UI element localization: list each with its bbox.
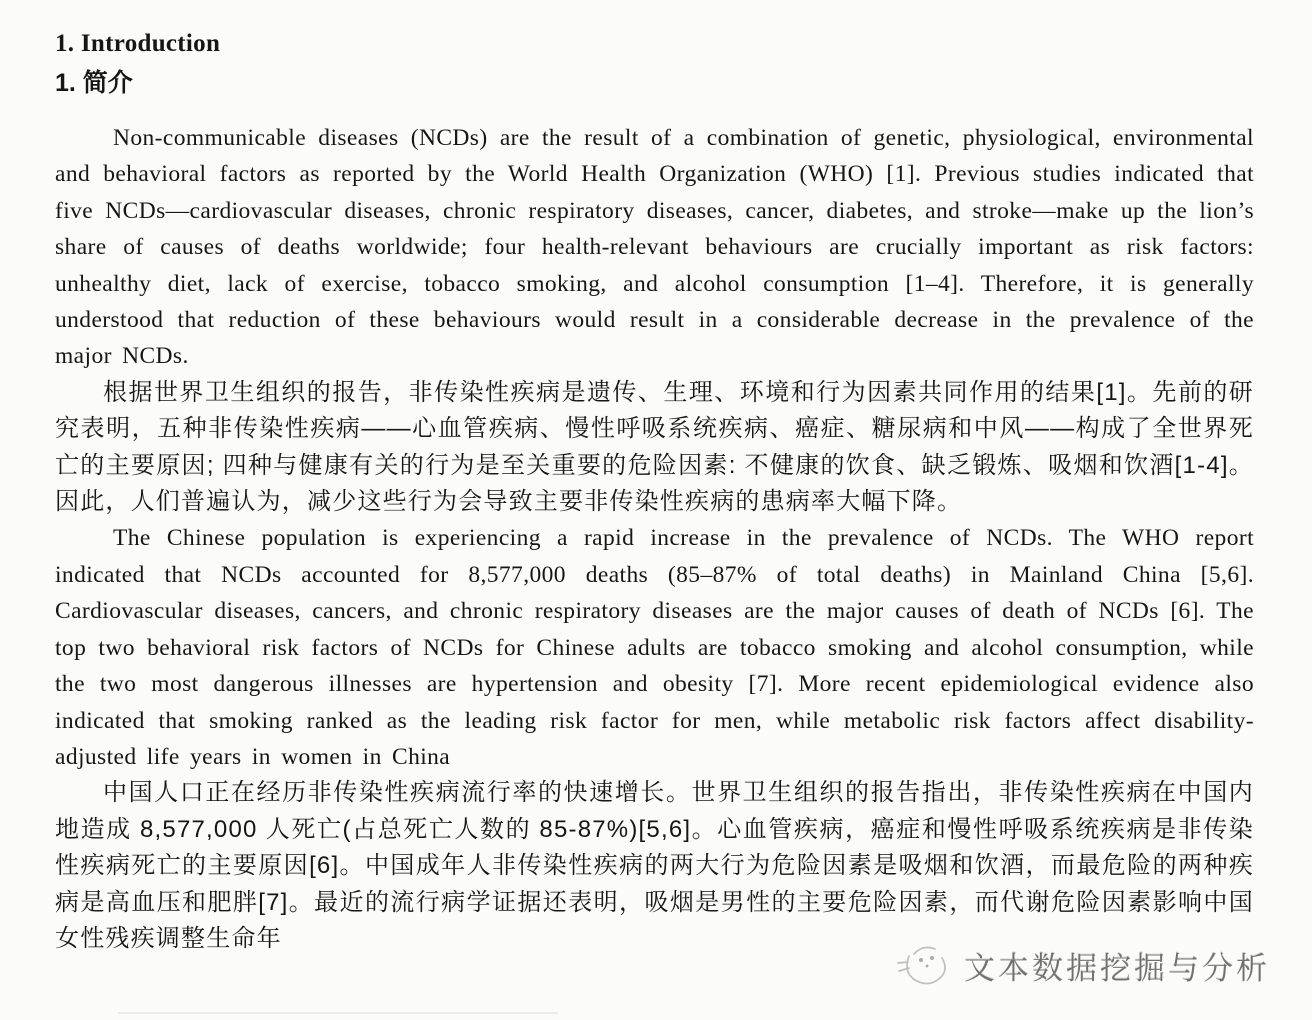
scan-artifact-line [118, 1012, 558, 1014]
paragraph-chinese-1: 根据世界卫生组织的报告，非传染性疾病是遗传、生理、环境和行为因素共同作用的结果[1]。先前的研究表明，五种非传染性疾病——心血管疾病、慢性呼吸系统疾病、癌症、糖尿病和中风——构成了全世界死亡的主要原因; 四种与健康有关的行为是至关重要的危险因素: 不健康的饮食、缺乏锻炼、吸烟和饮酒[1-4]。因此，人们普遍认为，减少这些行为会导致主要非传染性疾病的患病率大幅下降。 [55, 378, 1254, 516]
paragraph-english-1: Non-communicable diseases (NCDs) are the result of a combination of genetic, physiological, environmental and behavioral factors as reported by the World Health Organization (WHO) [1]. Previous studies indicated that five NCDs—cardiovascular diseases, chronic respiratory diseases, cancer, diabetes, and stroke—make up the lion’s share of causes of deaths worldwide; four health-relevant behaviours are crucially important as risk factors: unhealthy diet, lack of exercise, tobacco smoking, and alcohol consumption [1–4]. Therefore, it is generally understood that reduction of these behaviours would result in a considerable decrease in the prevalence of the major NCDs. [55, 125, 1254, 370]
section-heading-english: 1. Introduction [55, 30, 221, 57]
paragraph-english-2: The Chinese population is experiencing a rapid increase in the prevalence of NCDs. The WHO report indicated that NCDs accounted for 8,577,000 deaths (85–87% of total deaths) in Mainland China [5,6]. Cardiovascular diseases, cancers, and chronic respiratory diseases are the major causes of death of NCDs [6]. The top two behavioral risk factors of NCDs for Chinese adults are tobacco smoking and alcohol consumption, while the two most dangerous illnesses are hypertension and obesity [7]. More recent epidemiological evidence also indicated that smoking ranked as the leading risk factor for men, while metabolic risk factors affect disability-adjusted life years in women in China [55, 525, 1254, 770]
section-heading-chinese: 1. 简介 [55, 69, 133, 97]
paragraph-chinese-2: 中国人口正在经历非传染性疾病流行率的快速增长。世界卫生组织的报告指出，非传染性疾病在中国内地造成 8,577,000 人死亡(占总死亡人数的 85-87%)[5,6]。心血管疾病，癌症和慢性呼吸系统疾病是非传染性疾病死亡的主要原因[6]。中国成年人非传染性疾病的两大行为危险因素是吸烟和饮酒，而最危险的两种疾病是高血压和肥胖[7]。最近的流行病学证据还表明，吸烟是男性的主要危险因素，而代谢危险因素影响中国女性残疾调整生命年 [55, 779, 1254, 952]
watermark-label: 文本数据挖掘与分析 [964, 950, 1270, 986]
